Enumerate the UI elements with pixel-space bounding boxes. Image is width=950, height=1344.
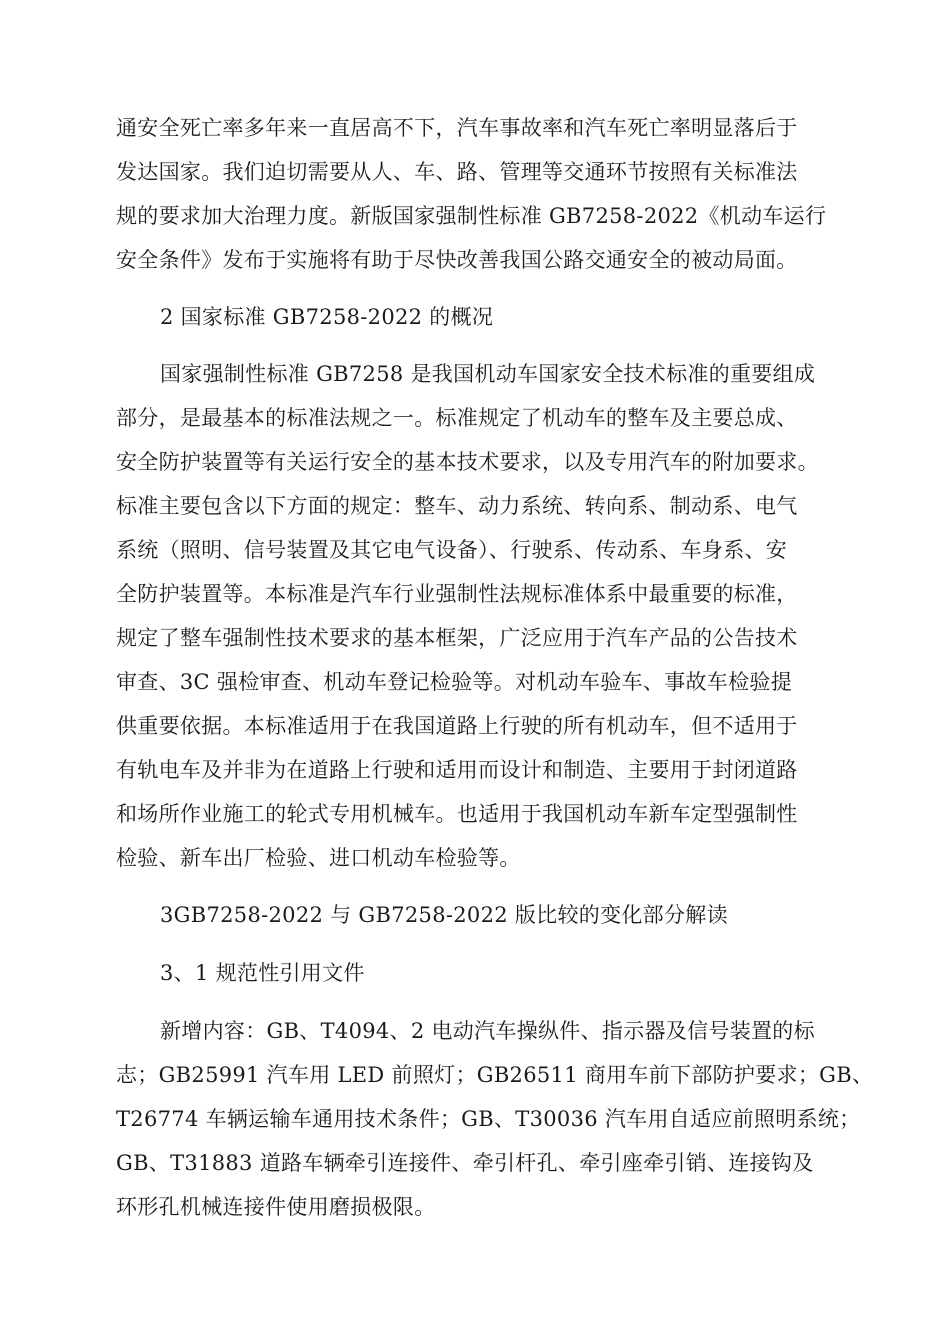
paragraph-line: 系统（照明、信号装置及其它电气设备）、行驶系、传动系、车身系、安 — [116, 538, 788, 562]
paragraph-line: 有轨电车及并非为在道路上行驶和适用而设计和制造、主要用于封闭道路 — [116, 758, 798, 782]
paragraph-line: 审查、3C 强检审查、机动车登记检验等。对机动车验车、事故车检验提 — [116, 670, 793, 694]
paragraph-line: 检验、新车出厂检验、进口机动车检验等。 — [116, 846, 521, 870]
paragraph-line: 供重要依据。本标准适用于在我国道路上行驶的所有机动车，但不适用于 — [116, 714, 798, 738]
section-heading: 3GB7258-2022 与 GB7258-2022 版比较的变化部分解读 — [160, 903, 728, 927]
paragraph-line: GB、T31883 道路车辆牵引连接件、牵引杆孔、牵引座牵引销、连接钩及 — [116, 1151, 814, 1175]
paragraph-line: 环形孔机械连接件使用磨损极限。 — [116, 1195, 436, 1219]
paragraph-line: 规的要求加大治理力度。新版国家强制性标准 GB7258-2022《机动车运行 — [116, 204, 827, 228]
subsection-heading: 3、1 规范性引用文件 — [160, 961, 365, 985]
paragraph-line: 部分，是最基本的标准法规之一。标准规定了机动车的整车及主要总成、 — [116, 406, 798, 430]
paragraph-line: 发达国家。我们迫切需要从人、车、路、管理等交通环节按照有关标准法 — [116, 160, 798, 184]
paragraph-line: 国家强制性标准 GB7258 是我国机动车国家安全技术标准的重要组成 — [160, 362, 816, 386]
paragraph-line: 和场所作业施工的轮式专用机械车。也适用于我国机动车新车定型强制性 — [116, 802, 798, 826]
paragraph-line: T26774 车辆运输车通用技术条件；GB、T30036 汽车用自适应前照明系统； — [116, 1107, 861, 1131]
paragraph-line: 安全防护装置等有关运行安全的基本技术要求，以及专用汽车的附加要求。 — [116, 450, 819, 474]
paragraph-line: 新增内容：GB、T4094、2 电动汽车操纵件、指示器及信号装置的标 — [160, 1019, 815, 1043]
paragraph-line: 标准主要包含以下方面的规定：整车、动力系统、转向系、制动系、电气 — [116, 494, 798, 518]
paragraph-line: 通安全死亡率多年来一直居高不下，汽车事故率和汽车死亡率明显落后于 — [116, 116, 798, 140]
paragraph-line: 安全条件》发布于实施将有助于尽快改善我国公路交通安全的被动局面。 — [116, 248, 798, 272]
paragraph-line: 全防护装置等。本标准是汽车行业强制性法规标准体系中最重要的标准， — [116, 582, 798, 606]
paragraph-line: 志；GB25991 汽车用 LED 前照灯；GB26511 商用车前下部防护要求；GB、 — [116, 1063, 874, 1087]
section-heading: 2 国家标准 GB7258-2022 的概况 — [160, 305, 494, 329]
paragraph-line: 规定了整车强制性技术要求的基本框架，广泛应用于汽车产品的公告技术 — [116, 626, 798, 650]
